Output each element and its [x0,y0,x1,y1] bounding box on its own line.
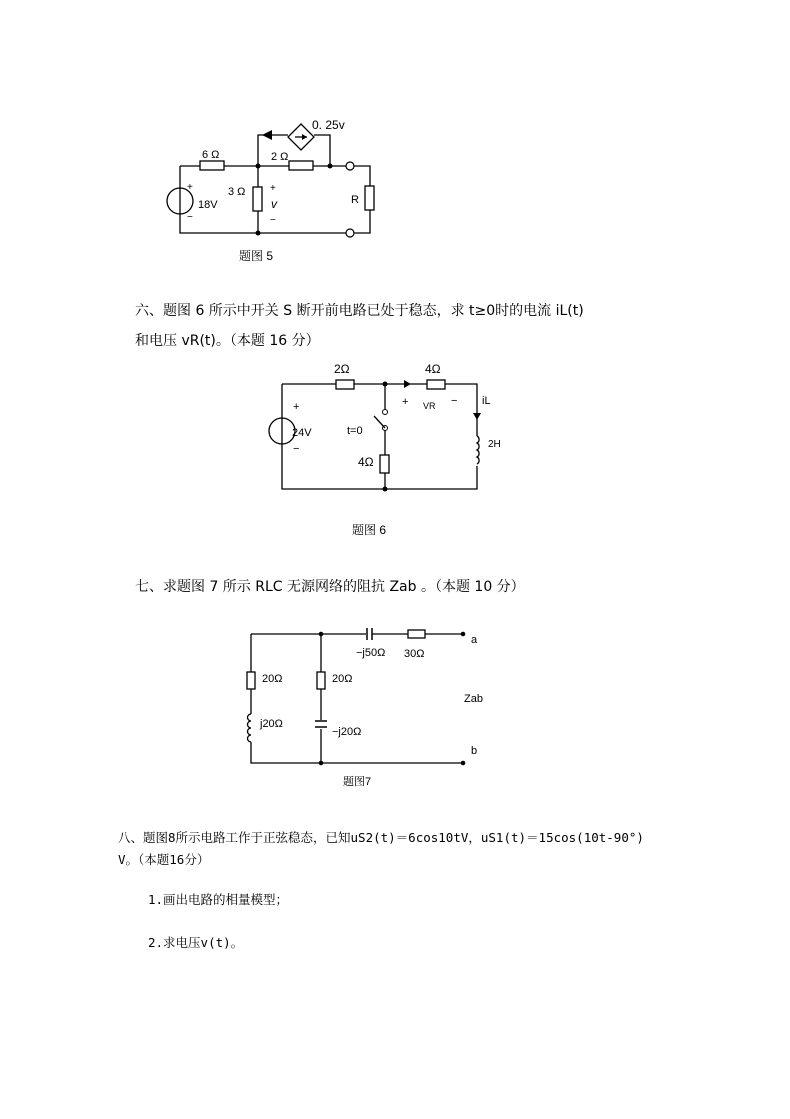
question-6-line2: 和电压 vR(t)。（本题 16 分） [135,333,320,349]
label-b: b [471,745,478,757]
label-3ohm: 3 Ω [228,186,246,198]
terminal-b [461,761,466,766]
terminal-a [461,632,466,637]
question-8-line1: 八、题图8所示电路工作于正弦稳态，已知uS2(t)＝6cos10tV，uS1(t)＝15cos(10t-90°) [118,830,644,845]
plus-sign: + [293,401,300,413]
label-20ohm-left: 20Ω [262,673,283,685]
label-ctrl: 0. 25v [312,118,345,132]
minus-sign: − [270,215,276,226]
label-minus-j50: −j50Ω [356,647,386,659]
resistor-20ohm-left [247,672,255,689]
label-2ohm: 2 Ω [271,151,289,163]
resistor-30ohm [408,630,425,638]
minus-sign: − [451,395,458,407]
label-j20: j20Ω [260,718,283,730]
question-6-line1: 六、题图 6 所示中开关 S 断开前电路已处于稳态，求 t≥0时的电流 iL(t) [135,303,584,319]
label-4ohm-top: 4Ω [425,362,441,376]
label-18v: 18V [198,199,218,211]
label-6ohm: 6 Ω [202,149,220,161]
label-20ohm-mid: 20Ω [332,673,353,685]
label-R: R [351,194,359,206]
question-8-item2: 2.求电压v(t)。 [148,935,244,950]
label-t0: t=0 [347,425,363,437]
plus-sign: + [270,183,276,194]
label-30ohm: 30Ω [404,648,425,660]
label-il: iL [482,395,491,407]
label-vr: VR [423,401,436,411]
minus-sign: − [293,443,300,455]
label-a: a [471,634,478,646]
label-zab: Zab [464,693,483,705]
resistor-20ohm-mid [317,672,325,689]
minus-sign: − [187,212,193,223]
question-8-line2: V。（本题16分） [118,852,210,867]
plus-sign: + [402,396,409,408]
label-24v: 24V [292,427,312,439]
label-v: v [271,197,277,211]
label-2h: 2H [488,439,501,450]
label-4ohm: 4Ω [358,455,374,469]
figure-caption-5: 题图 5 [239,249,274,263]
label-minus-j20: −j20Ω [332,726,362,738]
figure-caption-6: 题图 6 [352,523,387,537]
plus-sign: + [187,182,193,193]
question-7: 七、求题图 7 所示 RLC 无源网络的阻抗 Zab 。（本题 10 分） [135,579,525,595]
question-8-item1: 1.画出电路的相量模型； [148,892,289,907]
figure-caption-7: 题图7 [343,776,372,788]
label-2ohm: 2Ω [334,362,350,376]
